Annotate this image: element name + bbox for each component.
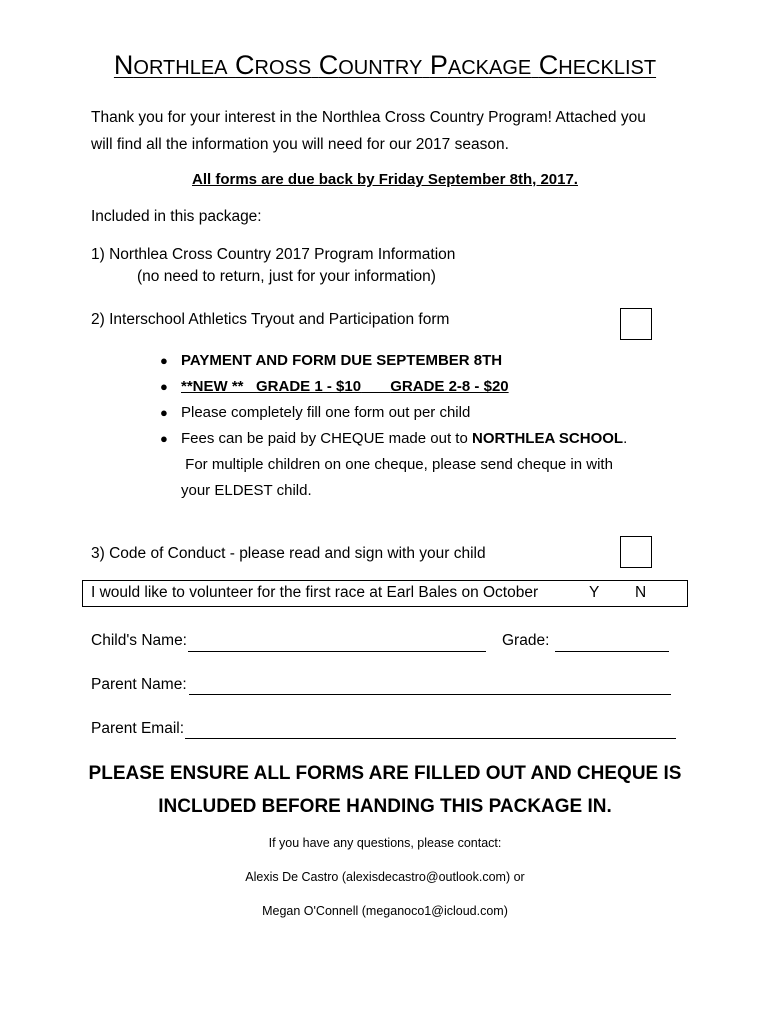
volunteer-no-option[interactable]: N xyxy=(635,584,647,601)
list-item-continuation: your ELDEST child. xyxy=(181,482,312,499)
parent-name-label: Parent Name: xyxy=(91,676,187,693)
list-item: ● **NEW ** GRADE 1 - $10 GRADE 2-8 - $20 xyxy=(160,374,680,400)
volunteer-yes-option[interactable]: Y xyxy=(589,584,600,601)
intro-paragraph xyxy=(91,104,691,158)
warning-line-2: INCLUDED BEFORE HANDING THIS PACKAGE IN. xyxy=(158,796,612,817)
item-1-note: (no need to return, just for your information) xyxy=(137,268,436,285)
bullet-icon: ● xyxy=(160,353,168,368)
item-2-label: 2) Interschool Athletics Tryout and Participation form xyxy=(91,311,450,328)
volunteer-question: I would like to volunteer for the first race at Earl Bales on October xyxy=(91,584,539,601)
parent-email-label: Parent Email: xyxy=(91,720,185,737)
item-3-label: 3) Code of Conduct - please read and sign with your child xyxy=(91,545,486,562)
page-title: NORTHLEA CROSS COUNTRY PACKAGE CHECKLIST xyxy=(113,50,657,80)
included-label: Included in this package: xyxy=(91,208,262,225)
bullet-icon: ● xyxy=(160,431,168,446)
contact-intro: If you have any questions, please contact: xyxy=(268,836,502,850)
item-3-checkbox[interactable] xyxy=(620,536,652,568)
grade-label: Grade: xyxy=(502,632,550,649)
due-date-notice: All forms are due back by Friday September 8th, 2017. xyxy=(192,171,578,188)
list-item: ● Fees can be paid by CHEQUE made out to NORTHLEA SCHOOL. xyxy=(160,426,680,452)
list-item: ● Please completely fill one form out per child xyxy=(160,400,680,426)
payment-details-list xyxy=(160,348,680,504)
bullet-icon: ● xyxy=(160,379,168,394)
parent-name-field[interactable] xyxy=(189,693,671,695)
list-item-continuation: For multiple children on one cheque, please send cheque in with xyxy=(181,456,613,473)
contact-megan: Megan O'Connell (meganoco1@icloud.com) xyxy=(262,904,508,918)
contact-alexis: Alexis De Castro (alexisdecastro@outlook.com) or xyxy=(245,870,525,884)
item-1-label: 1) Northlea Cross Country 2017 Program Information xyxy=(91,246,456,263)
intro-line-2: will find all the information you will need for our 2017 season. xyxy=(91,136,509,153)
warning-line-1: PLEASE ENSURE ALL FORMS ARE FILLED OUT AND CHEQUE IS xyxy=(88,763,682,784)
parent-email-field[interactable] xyxy=(185,737,676,739)
child-name-label: Child's Name: xyxy=(91,632,187,649)
intro-line-1: Thank you for your interest in the Northlea Cross Country Program! Attached you xyxy=(91,109,646,126)
submission-warning xyxy=(0,757,770,823)
list-item: ● PAYMENT AND FORM DUE SEPTEMBER 8TH xyxy=(160,348,680,374)
grade-field[interactable] xyxy=(555,650,669,652)
child-name-field[interactable] xyxy=(188,650,486,652)
bullet-icon: ● xyxy=(160,405,168,420)
item-2-checkbox[interactable] xyxy=(620,308,652,340)
volunteer-row xyxy=(82,580,688,607)
